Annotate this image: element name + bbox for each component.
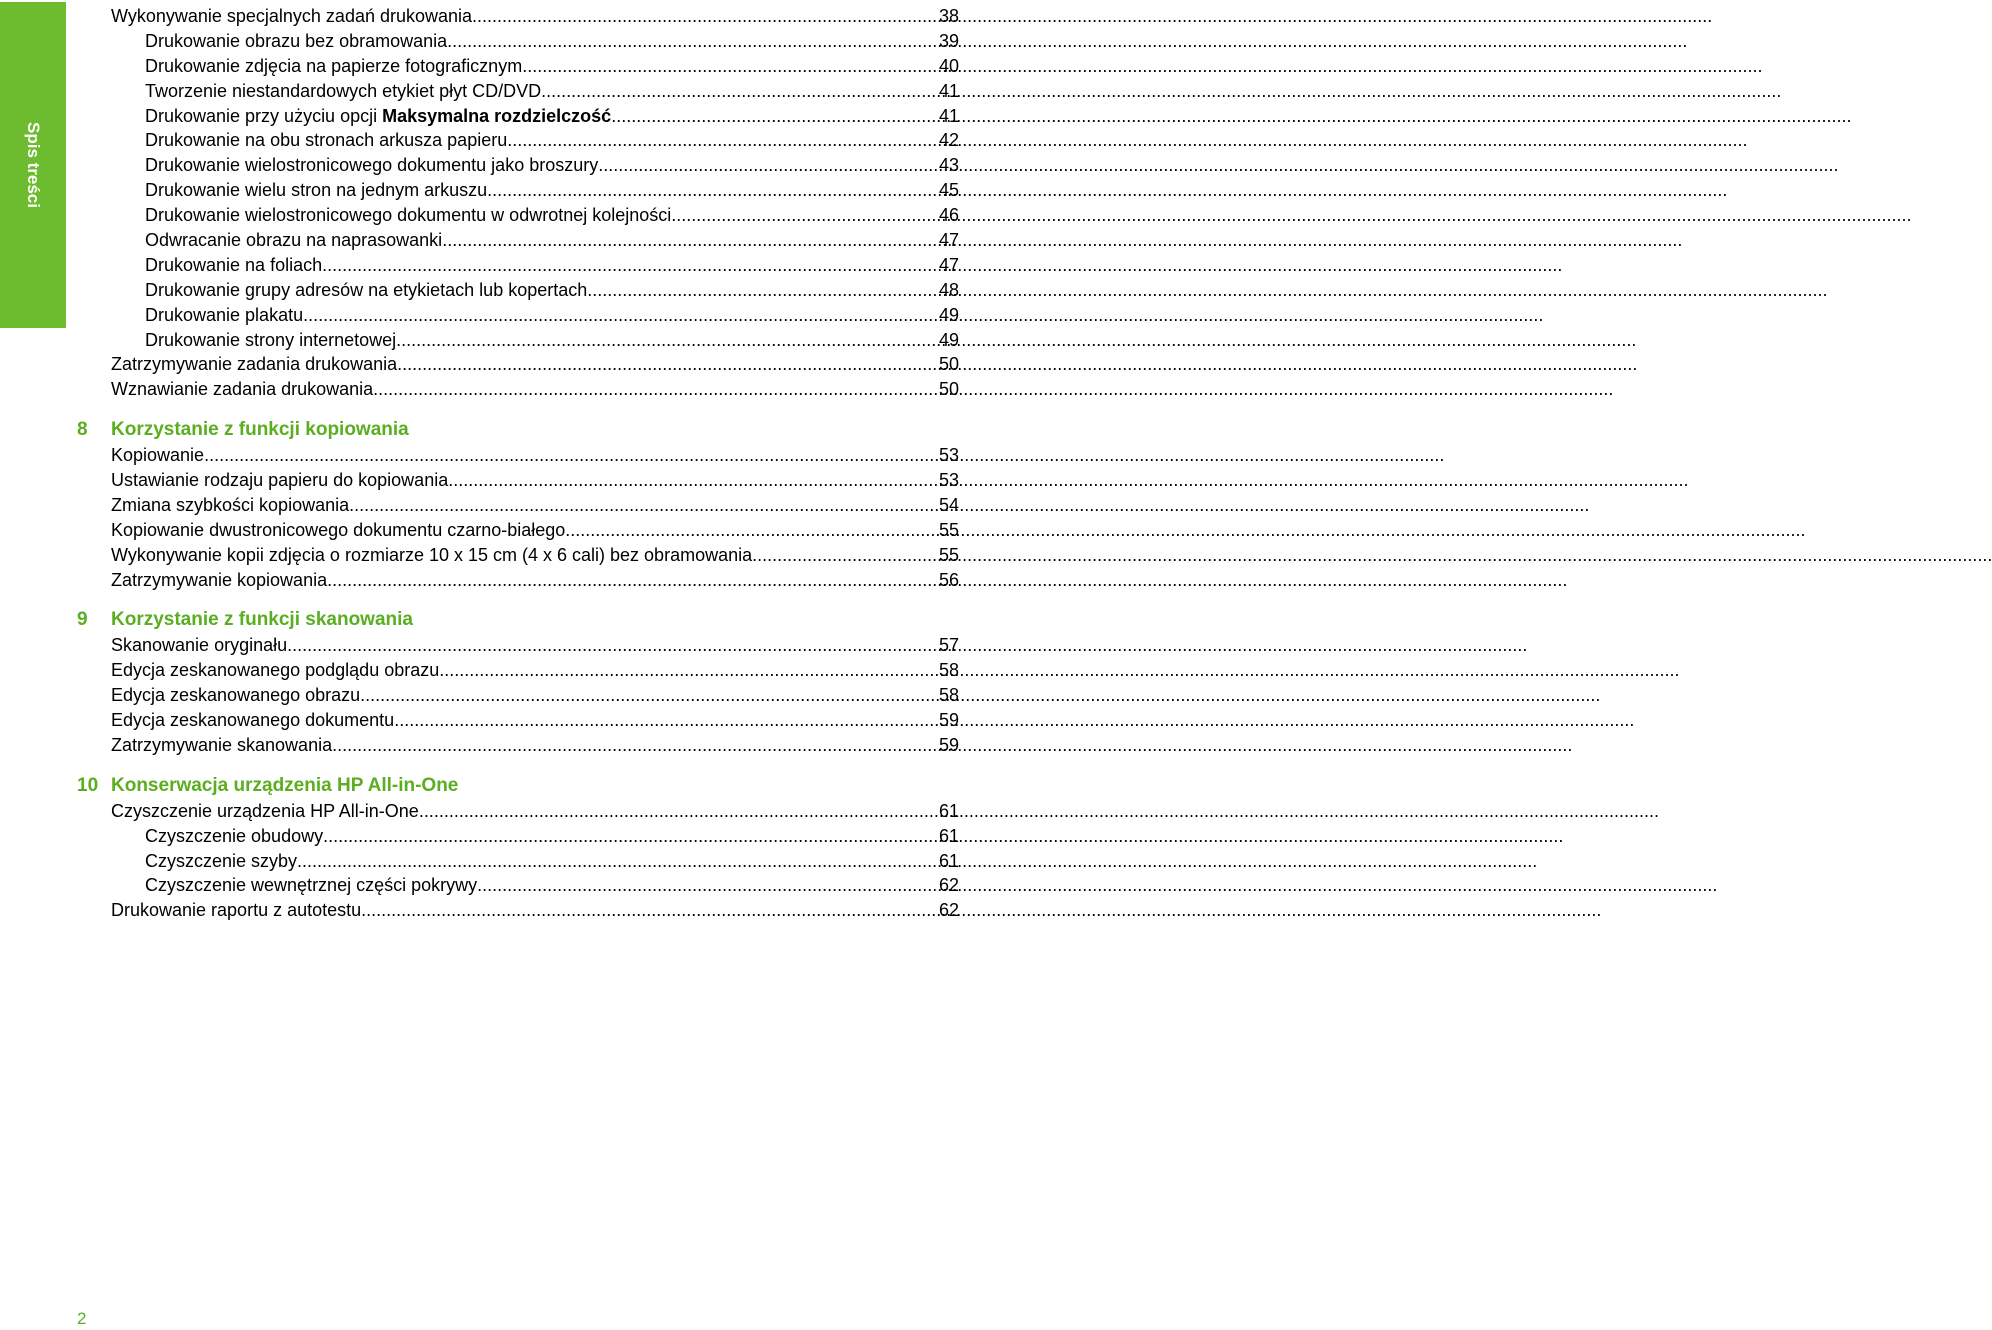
- dot-leader: [349, 493, 939, 518]
- dot-leader: [204, 443, 939, 468]
- toc-entry[interactable]: [0, 799, 960, 824]
- toc-entry-title-text: Wykonywanie kopii zdjęcia o rozmiarze 10 x 15 cm (4 x 6 cali) bez obramowania: [111, 544, 753, 565]
- toc-page-number: 61: [938, 850, 959, 871]
- toc-entry-title-text: Czyszczenie obudowy: [145, 825, 324, 846]
- toc-subentry[interactable]: [0, 278, 960, 303]
- dot-leader: [598, 153, 939, 178]
- toc-entry-title-text: Drukowanie zdjęcia na papierze fotograficznym: [145, 55, 523, 76]
- toc-entry-title: [111, 633, 287, 658]
- toc-entry-title: [145, 104, 611, 129]
- toc-entry-title-text: Edycja zeskanowanego podglądu obrazu: [111, 660, 440, 681]
- toc-page-number: 46: [938, 205, 959, 226]
- toc-page-number: 62: [938, 900, 959, 921]
- toc-entry[interactable]: [0, 633, 960, 658]
- chapter-heading[interactable]: [0, 608, 960, 633]
- dot-leader: [323, 824, 939, 849]
- toc-subentry[interactable]: [0, 153, 960, 178]
- toc-entry-title-text: Drukowanie obrazu bez obramowania: [145, 30, 448, 51]
- toc-page-number: 49: [938, 304, 959, 325]
- dot-leader: [396, 328, 939, 353]
- toc-page-number: 53: [938, 445, 959, 466]
- toc-entry-title: [111, 708, 394, 733]
- toc-entry-title: [111, 352, 397, 377]
- toc-page-number: 59: [938, 734, 959, 755]
- dot-leader: [447, 29, 939, 54]
- toc-entry-title-text: Kopiowanie: [111, 445, 205, 466]
- dot-leader: [611, 104, 939, 129]
- toc-subentry[interactable]: [0, 54, 960, 79]
- dot-leader: [477, 873, 939, 898]
- toc-entry[interactable]: [0, 377, 960, 402]
- toc-entry-title-text: Drukowanie strony internetowej: [145, 329, 397, 350]
- toc-page-number: 49: [938, 329, 959, 350]
- toc-entry-title: [111, 4, 472, 29]
- toc-entry[interactable]: [0, 443, 960, 468]
- toc-entry-title-bold: Maksymalna rozdzielczość: [382, 105, 612, 126]
- chapter-number: 8: [77, 419, 88, 441]
- toc-entry-title: [145, 303, 303, 328]
- side-tab-label: Spis treści: [24, 122, 43, 208]
- toc-subentry[interactable]: [0, 849, 960, 874]
- dot-leader: [361, 898, 939, 923]
- toc-page-number: 50: [938, 354, 959, 375]
- toc-page-number: 48: [938, 279, 959, 300]
- chapter-number: 10: [77, 774, 99, 796]
- toc-entry[interactable]: [0, 468, 960, 493]
- table-of-contents: [0, 4, 960, 923]
- dot-leader: [419, 799, 939, 824]
- toc-entry-title-text: Ustawianie rodzaju papieru do kopiowania: [111, 470, 449, 491]
- toc-entry[interactable]: [0, 493, 960, 518]
- dot-leader: [322, 253, 939, 278]
- dot-leader: [394, 708, 939, 733]
- toc-entry[interactable]: [0, 708, 960, 733]
- toc-entry-title-text: Czyszczenie wewnętrznej części pokrywy: [145, 875, 478, 896]
- toc-subentry[interactable]: [0, 253, 960, 278]
- toc-entry-title: [145, 178, 487, 203]
- toc-page-number: 55: [938, 544, 959, 565]
- toc-entry-title: [145, 824, 323, 849]
- toc-page-number: 50: [938, 379, 959, 400]
- toc-subentry[interactable]: [0, 328, 960, 353]
- toc-entry-title-text: Edycja zeskanowanego dokumentu: [111, 710, 395, 731]
- chapter-title: Korzystanie z funkcji skanowania: [111, 609, 413, 631]
- toc-entry-title: [111, 898, 361, 923]
- toc-page-number: 45: [938, 180, 959, 201]
- toc-entry-title: [145, 253, 322, 278]
- dot-leader: [472, 4, 939, 29]
- toc-entry-title-text: Drukowanie przy użyciu opcji: [145, 105, 383, 126]
- toc-page-number: 58: [938, 660, 959, 681]
- toc-page-number: 41: [938, 105, 959, 126]
- toc-subentry[interactable]: [0, 104, 960, 129]
- toc-entry-title: [145, 228, 442, 253]
- toc-page-number: 62: [938, 875, 959, 896]
- dot-leader: [439, 658, 939, 683]
- toc-entry-title: [145, 79, 541, 104]
- toc-entry-title: [145, 29, 447, 54]
- toc-entry[interactable]: [0, 4, 960, 29]
- toc-entry-title: [145, 153, 598, 178]
- toc-entry-title: [111, 683, 360, 708]
- toc-entry[interactable]: [0, 543, 960, 568]
- dot-leader: [332, 733, 939, 758]
- toc-subentry[interactable]: [0, 29, 960, 54]
- toc-entry-title: [111, 568, 327, 593]
- toc-entry-title-text: Drukowanie wielostronicowego dokumentu jako broszury: [145, 155, 599, 176]
- toc-entry[interactable]: [0, 352, 960, 377]
- chapter-title: Konserwacja urządzenia HP All-in-One: [111, 774, 459, 796]
- dot-leader: [448, 468, 939, 493]
- toc-entry[interactable]: [0, 658, 960, 683]
- toc-entry-title-text: Zatrzymywanie kopiowania: [111, 569, 328, 590]
- toc-entry-title-text: Tworzenie niestandardowych etykiet płyt CD/DVD: [145, 80, 542, 101]
- toc-entry-title-text: Kopiowanie dwustronicowego dokumentu czarno-białego: [111, 519, 566, 540]
- dot-leader: [442, 228, 939, 253]
- toc-page-number: 38: [938, 6, 959, 26]
- toc-entry-title: [111, 799, 419, 824]
- toc-entry-title-text: Drukowanie grupy adresów na etykietach lub kopertach: [145, 279, 588, 300]
- toc-subentry[interactable]: [0, 128, 960, 153]
- toc-page-number: 55: [938, 519, 959, 540]
- toc-entry-title-text: Zatrzymywanie skanowania: [111, 734, 333, 755]
- toc-entry-title-text: Edycja zeskanowanego obrazu: [111, 685, 361, 706]
- dot-leader: [565, 518, 939, 543]
- toc-subentry[interactable]: [0, 79, 960, 104]
- toc-subentry[interactable]: [0, 824, 960, 849]
- toc-entry-title: [145, 873, 477, 898]
- toc-entry-title: [111, 443, 204, 468]
- dot-leader: [587, 278, 939, 303]
- toc-entry-title-text: Zmiana szybkości kopiowania: [111, 494, 350, 515]
- dot-leader: [303, 303, 939, 328]
- chapter-title: Korzystanie z funkcji kopiowania: [111, 419, 409, 441]
- toc-entry-title: [145, 128, 507, 153]
- dot-leader: [541, 79, 939, 104]
- toc-entry-title: [111, 658, 439, 683]
- toc-page-number: 41: [938, 80, 959, 101]
- toc-entry-title-text: Wykonywanie specjalnych zadań drukowania: [111, 6, 473, 26]
- dot-leader: [360, 683, 939, 708]
- toc-entry[interactable]: [0, 898, 960, 923]
- page-number: 2: [77, 1309, 87, 1328]
- chapter-number: 9: [77, 609, 88, 631]
- toc-entry-title-text: Drukowanie raportu z autotestu: [111, 900, 362, 921]
- toc-page-number: 54: [938, 494, 959, 515]
- toc-entry[interactable]: [0, 518, 960, 543]
- toc-entry[interactable]: [0, 733, 960, 758]
- toc-entry-title: [111, 518, 565, 543]
- dot-leader: [507, 128, 939, 153]
- toc-page-number: 43: [938, 155, 959, 176]
- toc-page-number: 39: [938, 30, 959, 51]
- toc-entry-title-text: Drukowanie wielu stron na jednym arkuszu: [145, 180, 488, 201]
- toc-entry-title-text: Czyszczenie urządzenia HP All-in-One: [111, 800, 419, 821]
- toc-subentry[interactable]: [0, 203, 960, 228]
- toc-entry-title-text: Zatrzymywanie zadania drukowania: [111, 354, 398, 375]
- dot-leader: [287, 633, 939, 658]
- toc-subentry[interactable]: [0, 228, 960, 253]
- toc-entry-title: [111, 733, 332, 758]
- toc-page-number: 59: [938, 710, 959, 731]
- toc-entry-title: [145, 328, 396, 353]
- dot-leader: [373, 377, 939, 402]
- toc-page-number: 42: [938, 130, 959, 151]
- toc-subentry[interactable]: [0, 303, 960, 328]
- dot-leader: [487, 178, 939, 203]
- toc-page-number: 61: [938, 825, 959, 846]
- toc-subentry[interactable]: [0, 178, 960, 203]
- toc-page-number: 61: [938, 800, 959, 821]
- toc-entry-title-text: Drukowanie na foliach: [145, 254, 323, 275]
- toc-entry-title: [111, 493, 349, 518]
- toc-entry-title-text: Wznawianie zadania drukowania: [111, 379, 374, 400]
- dot-leader: [522, 54, 939, 79]
- chapter-heading[interactable]: [0, 774, 960, 799]
- toc-entry-title: [111, 543, 752, 568]
- toc-entry-title: [145, 278, 587, 303]
- toc-entry-title-text: Drukowanie wielostronicowego dokumentu w odwrotnej kolejności: [145, 205, 672, 226]
- toc-entry-title: [145, 849, 297, 874]
- toc-entry-title: [111, 468, 448, 493]
- toc-entry-title: [111, 377, 373, 402]
- toc-page-number: 47: [938, 230, 959, 251]
- toc-page-number: 58: [938, 685, 959, 706]
- dot-leader: [327, 568, 939, 593]
- toc-entry-title-text: Drukowanie plakatu: [145, 304, 304, 325]
- toc-entry[interactable]: [0, 683, 960, 708]
- toc-page-number: 53: [938, 470, 959, 491]
- toc-entry-title-text: Czyszczenie szyby: [145, 850, 298, 871]
- toc-page-number: 56: [938, 569, 959, 590]
- toc-page-number: 47: [938, 254, 959, 275]
- toc-page-number: 57: [938, 635, 959, 656]
- toc-entry-title: [145, 54, 522, 79]
- toc-entry-title-text: Odwracanie obrazu na naprasowanki: [145, 230, 443, 251]
- dot-leader: [397, 352, 939, 377]
- toc-entry-title-text: Drukowanie na obu stronach arkusza papieru: [145, 130, 508, 151]
- toc-entry-title: [145, 203, 671, 228]
- dot-leader: [671, 203, 939, 228]
- toc-entry[interactable]: [0, 568, 960, 593]
- toc-page-number: 40: [938, 55, 959, 76]
- chapter-heading[interactable]: [0, 418, 960, 443]
- dot-leader: [752, 543, 939, 568]
- toc-entry-title-text: Skanowanie oryginału: [111, 635, 288, 656]
- dot-leader: [297, 849, 939, 874]
- toc-subentry[interactable]: [0, 873, 960, 898]
